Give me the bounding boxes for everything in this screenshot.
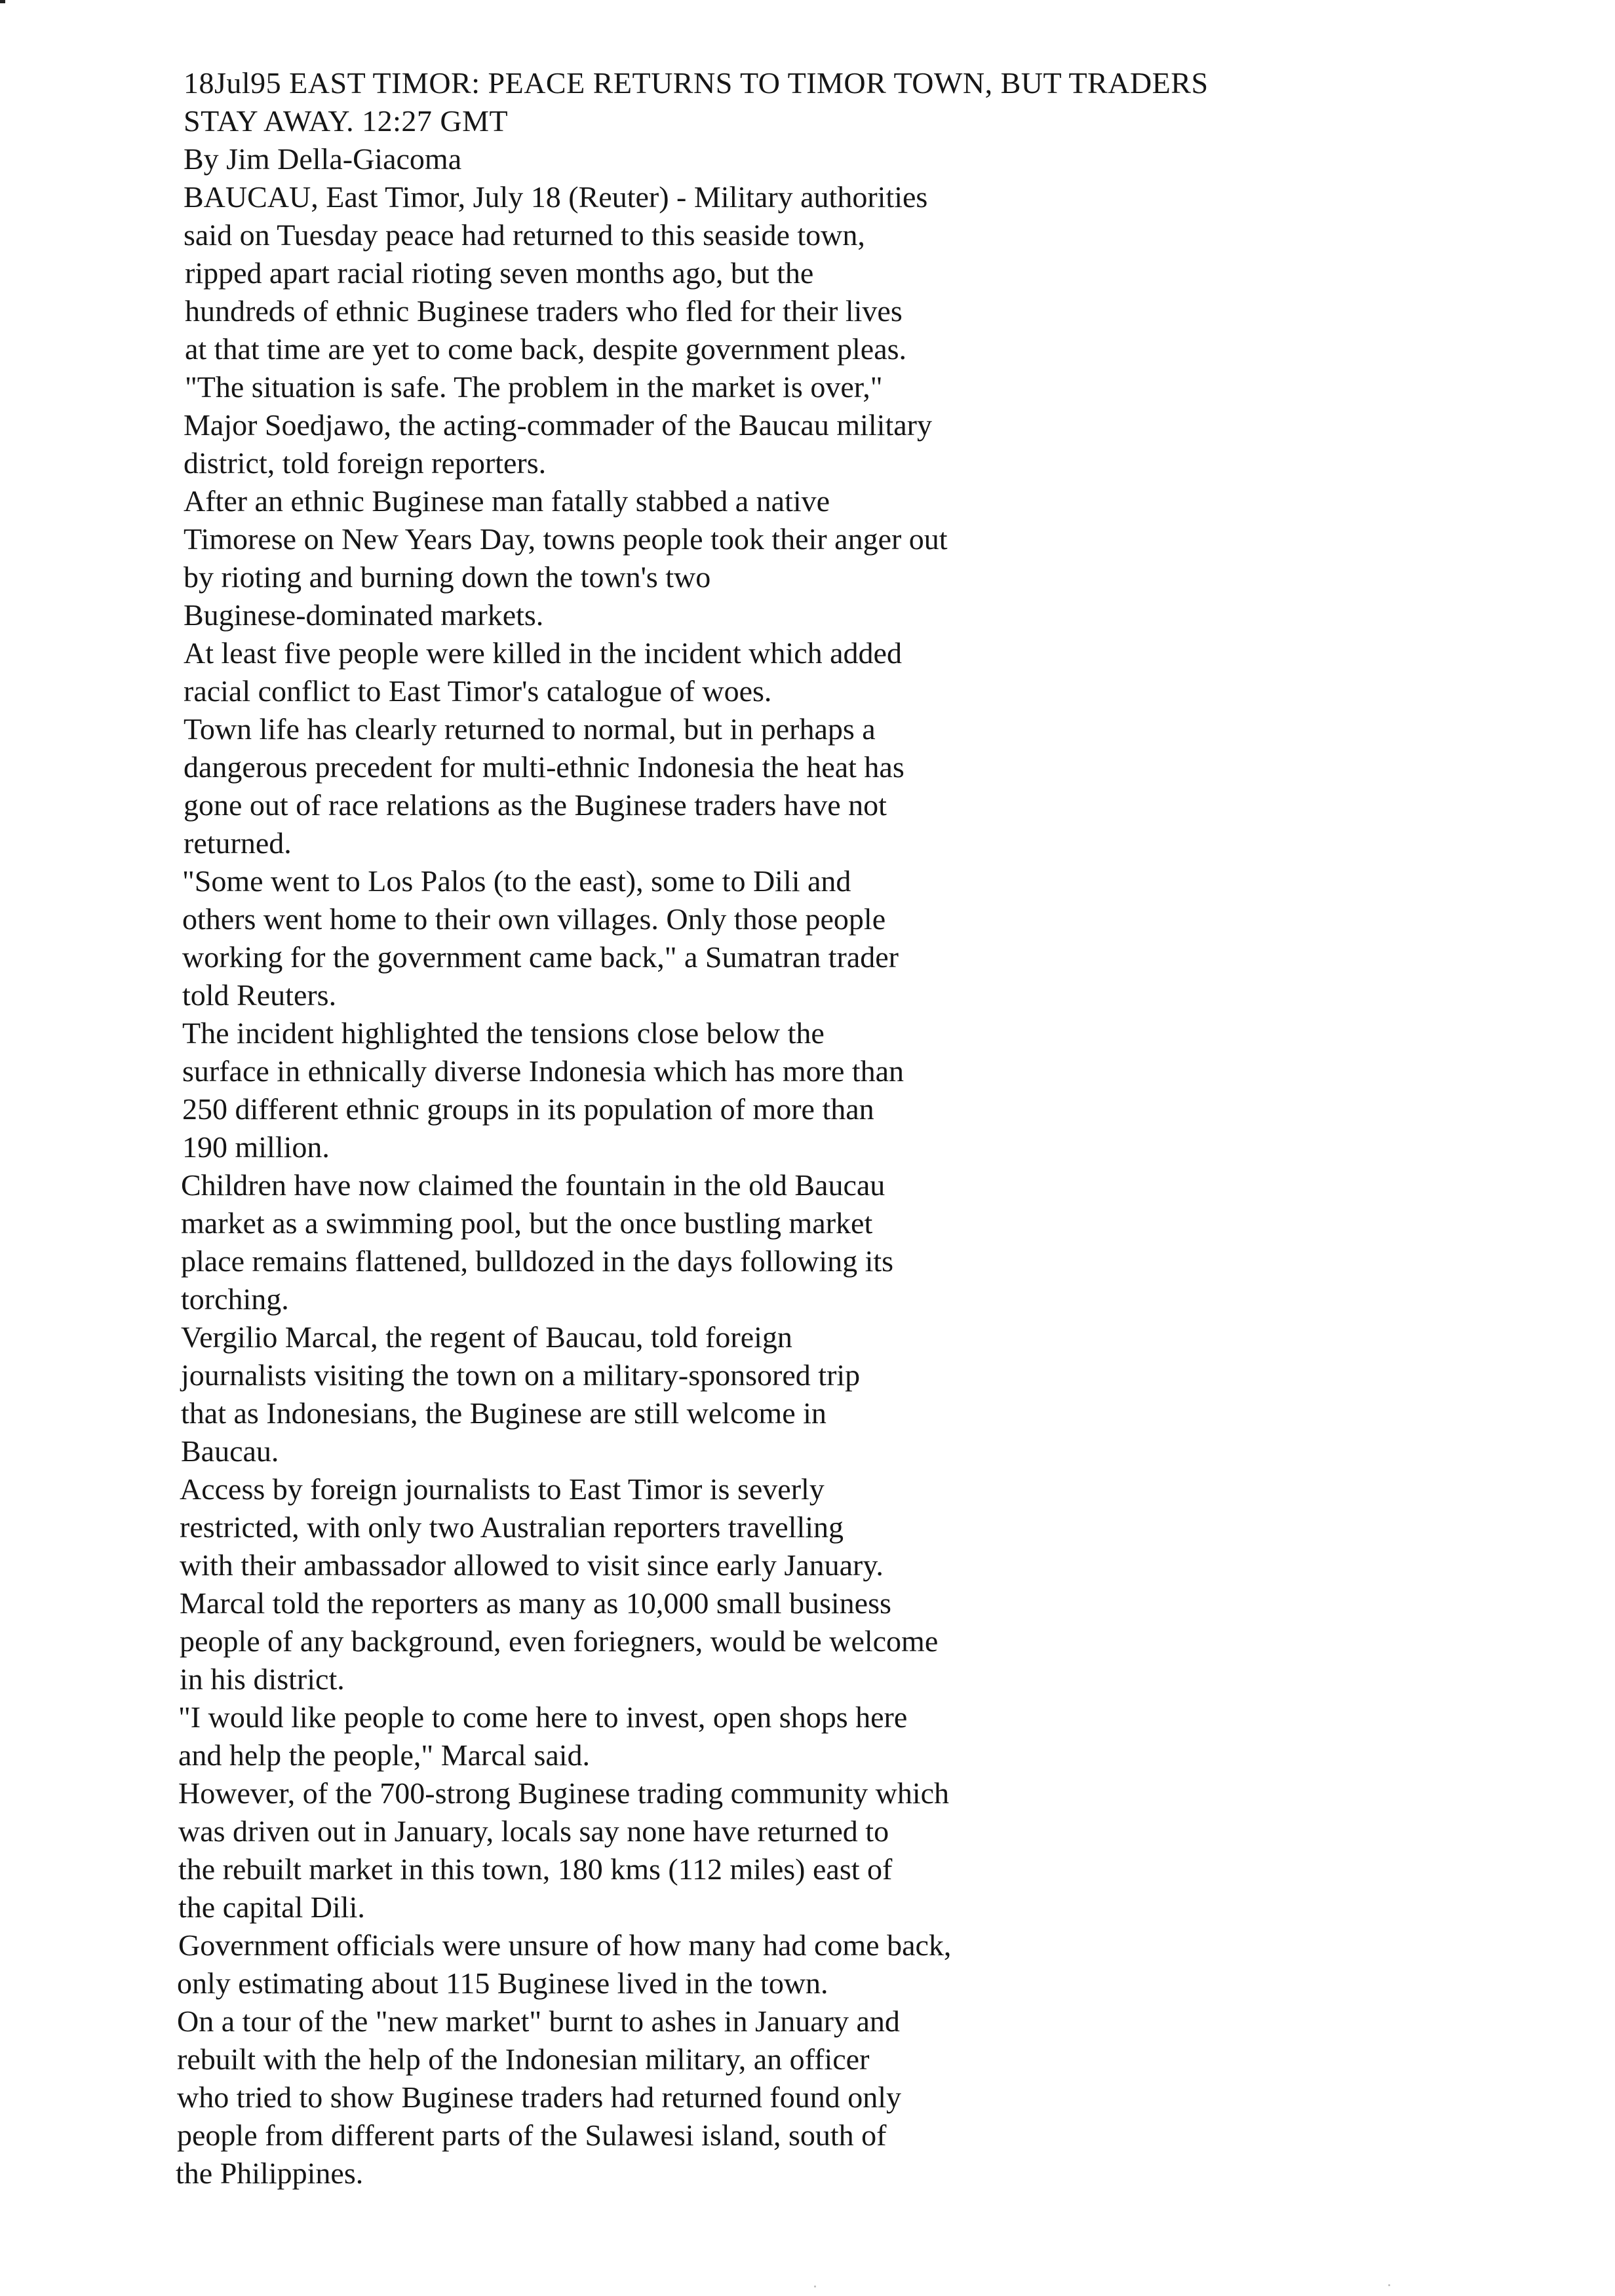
paragraph-line: surface in ethnically diverse Indonesia which has more than bbox=[182, 1054, 905, 1088]
paragraph bbox=[181, 1166, 1494, 1318]
paragraph bbox=[184, 368, 1494, 482]
paragraph bbox=[180, 1584, 1494, 1698]
paragraph-line: hundreds of ethnic Buginese traders who fled for their lives bbox=[185, 294, 903, 328]
paragraph bbox=[176, 2002, 1494, 2192]
paragraph-line: and help the people," Marcal said. bbox=[178, 1738, 591, 1772]
paragraph bbox=[184, 862, 1494, 1014]
paragraph-line: "The situation is safe. The problem in the market is over," bbox=[185, 370, 883, 404]
paragraph-line: Access by foreign journalists to East Timor is severly bbox=[180, 1472, 825, 1506]
paragraph-line: Buginese-dominated markets. bbox=[184, 598, 544, 632]
paragraph-line: said on Tuesday peace had returned to this seaside town, bbox=[184, 218, 865, 252]
paragraph-line: At least five people were killed in the incident which added bbox=[184, 636, 902, 670]
paragraph-line: only estimating about 115 Buginese lived in the town. bbox=[177, 1966, 828, 2000]
news-article bbox=[176, 64, 1494, 2192]
paragraph-line: However, of the 700-strong Buginese trading community which bbox=[178, 1776, 950, 1810]
paragraph-line: district, told foreign reporters. bbox=[184, 446, 547, 480]
byline: By Jim Della-Giacoma bbox=[184, 142, 462, 176]
paragraph-line: Vergilio Marcal, the regent of Baucau, told foreign bbox=[181, 1320, 792, 1354]
paragraph-line: Timorese on New Years Day, towns people took their anger out bbox=[184, 522, 948, 556]
paragraph-line: market as a swimming pool, but the once bustling market bbox=[181, 1206, 873, 1240]
paragraph bbox=[184, 178, 1494, 368]
paragraph bbox=[184, 482, 1494, 634]
paragraph bbox=[181, 1318, 1494, 1470]
paragraph-line: people from different parts of the Sulawesi island, south of bbox=[177, 2118, 887, 2152]
paragraph-line: After an ethnic Buginese man fatally stabbed a native bbox=[184, 484, 830, 518]
paragraph-line: the Philippines. bbox=[176, 2156, 364, 2190]
paragraph-line: gone out of race relations as the Buginese traders have not bbox=[184, 788, 887, 822]
paragraph-line: Marcal told the reporters as many as 10,000 small business bbox=[180, 1586, 891, 1620]
headline bbox=[184, 64, 1494, 140]
paragraph-line: ripped apart racial rioting seven months ago, but the bbox=[185, 256, 814, 290]
paragraph-line: rebuilt with the help of the Indonesian military, an officer bbox=[177, 2042, 870, 2076]
paragraph-line: working for the government came back," a Sumatran trader bbox=[182, 940, 899, 974]
headline-line: 18Jul95 EAST TIMOR: PEACE RETURNS TO TIMOR TOWN, BUT TRADERS bbox=[184, 66, 1209, 100]
paragraph-line: racial conflict to East Timor's catalogue of woes. bbox=[184, 674, 772, 708]
paragraph bbox=[178, 1698, 1494, 1774]
paragraph-line: Major Soedjawo, the acting-commader of the Baucau military bbox=[184, 408, 932, 442]
paragraph-line: dangerous precedent for multi-ethnic Indonesia the heat has bbox=[184, 750, 905, 784]
paragraph-line: journalists visiting the town on a military-sponsored trip bbox=[181, 1358, 861, 1392]
paragraph-line: place remains flattened, bulldozed in the days following its bbox=[181, 1244, 894, 1278]
paragraph-line: who tried to show Buginese traders had returned found only bbox=[177, 2080, 902, 2114]
paragraph-line: BAUCAU, East Timor, July 18 (Reuter) - Military authorities bbox=[184, 180, 928, 214]
scan-corner-mark bbox=[0, 0, 5, 3]
paragraph-line: by rioting and burning down the town's two bbox=[184, 560, 711, 594]
paragraph-line: On a tour of the "new market" burnt to ashes in January and bbox=[177, 2004, 900, 2038]
paragraph bbox=[180, 1470, 1494, 1584]
paragraph-line: in his district. bbox=[180, 1662, 345, 1696]
paragraph-line: returned. bbox=[184, 826, 292, 860]
paragraph-line: the rebuilt market in this town, 180 kms (112 miles) east of bbox=[178, 1852, 893, 1886]
scan-speck bbox=[1388, 2284, 1390, 2286]
paragraph bbox=[178, 1774, 1494, 1926]
paragraph-line: others went home to their own villages. Only those people bbox=[182, 902, 886, 936]
paragraph bbox=[184, 710, 1494, 862]
paragraph-line: The incident highlighted the tensions close below the bbox=[182, 1016, 825, 1050]
paragraph-line: torching. bbox=[181, 1282, 289, 1316]
paragraph-line: Children have now claimed the fountain in the old Baucau bbox=[181, 1168, 885, 1202]
paragraph-line: Baucau. bbox=[181, 1434, 279, 1468]
article-body bbox=[176, 178, 1494, 2192]
paragraph-line: restricted, with only two Australian reporters travelling bbox=[180, 1510, 844, 1544]
paragraph-line: Town life has clearly returned to normal, but in perhaps a bbox=[184, 712, 876, 746]
paragraph-line: was driven out in January, locals say none have returned to bbox=[178, 1814, 889, 1848]
paragraph-line: that as Indonesians, the Buginese are still welcome in bbox=[181, 1396, 827, 1430]
scan-speck bbox=[814, 2286, 816, 2287]
paragraph-line: 190 million. bbox=[182, 1130, 330, 1164]
paragraph-line: "I would like people to come here to invest, open shops here bbox=[178, 1700, 908, 1734]
paragraph bbox=[184, 634, 1494, 710]
paragraph-line: with their ambassador allowed to visit since early January. bbox=[180, 1548, 884, 1582]
headline-line: STAY AWAY. 12:27 GMT bbox=[184, 104, 509, 138]
paragraph-line: the capital Dili. bbox=[178, 1890, 365, 1924]
paragraph-line: 250 different ethnic groups in its population of more than bbox=[182, 1092, 874, 1126]
paragraph bbox=[184, 1014, 1494, 1166]
paragraph-line: at that time are yet to come back, despite government pleas. bbox=[185, 332, 907, 366]
paragraph-line: told Reuters. bbox=[182, 978, 337, 1012]
paragraph-line: Government officials were unsure of how many had come back, bbox=[178, 1928, 952, 1962]
paragraph-line: people of any background, even foriegners, would be welcome bbox=[180, 1624, 939, 1658]
paragraph bbox=[177, 1926, 1494, 2002]
paragraph-line: "Some went to Los Palos (to the east), some to Dili and bbox=[182, 864, 851, 898]
